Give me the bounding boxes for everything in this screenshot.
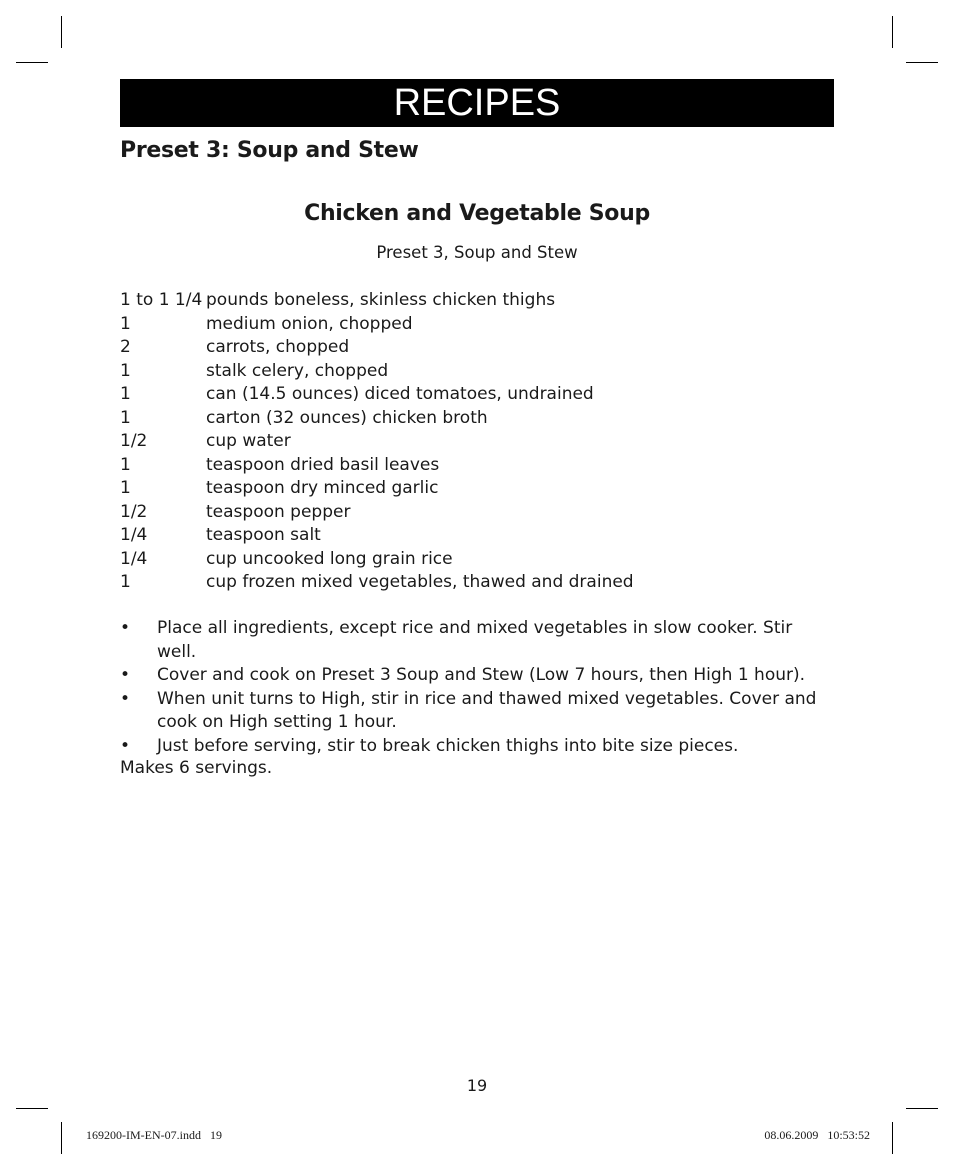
- ingredient-row: [120, 501, 834, 525]
- ingredient-description: teaspoon dry minced garlic: [206, 478, 439, 498]
- date-slug: 08.06.2009 10:53:52: [764, 1128, 870, 1142]
- ingredient-quantity: 1/4: [120, 525, 148, 545]
- ingredient-quantity: 1/2: [120, 501, 148, 522]
- ingredient-row: [120, 571, 834, 595]
- servings-note: Makes 6 servings.: [120, 758, 273, 778]
- crop-mark: [906, 1108, 938, 1109]
- ingredient-row: [120, 383, 834, 407]
- instruction-text: When unit turns to High, stir in rice and thawed mixed vegetables. Cover and cook on High setting 1 hour.: [157, 688, 817, 732]
- ingredient-list: [120, 289, 834, 595]
- ingredient-description: carrots, chopped: [206, 337, 350, 357]
- crop-mark: [61, 1122, 62, 1154]
- ingredient-description: medium onion, chopped: [206, 313, 413, 334]
- ingredient-description: cup uncooked long grain rice: [206, 548, 453, 569]
- ingredient-quantity: 1: [120, 407, 131, 428]
- ingredient-quantity: 1/4: [120, 548, 148, 569]
- file-slug: 169200-IM-EN-07.indd 19: [86, 1128, 222, 1142]
- bullet-icon: •: [120, 618, 131, 638]
- recipes-banner: [120, 79, 834, 127]
- ingredient-quantity: 1: [120, 478, 131, 498]
- ingredient-description: cup water: [206, 431, 291, 451]
- instruction-text: Cover and cook on Preset 3 Soup and Stew (Low 7 hours, then High 1 hour).: [157, 665, 806, 685]
- crop-mark: [61, 16, 62, 48]
- crop-mark: [906, 62, 938, 63]
- ingredient-description: teaspoon salt: [206, 525, 321, 545]
- ingredient-description: teaspoon dried basil leaves: [206, 454, 440, 475]
- ingredient-row: [120, 430, 834, 454]
- instruction-list: [120, 617, 834, 758]
- ingredient-row: [120, 524, 834, 548]
- bullet-icon: •: [120, 665, 131, 685]
- crop-mark: [892, 1122, 893, 1154]
- instruction-step: [120, 664, 834, 688]
- ingredient-quantity: 1: [120, 454, 131, 475]
- ingredient-row: [120, 336, 834, 360]
- ingredient-row: [120, 477, 834, 501]
- ingredient-row: [120, 454, 834, 478]
- recipe-subtitle: Preset 3, Soup and Stew: [376, 243, 578, 262]
- ingredient-quantity: 1: [120, 384, 131, 404]
- ingredient-description: pounds boneless, skinless chicken thighs: [206, 290, 556, 310]
- bullet-icon: •: [120, 688, 131, 709]
- ingredient-row: [120, 407, 834, 431]
- ingredient-row: [120, 548, 834, 572]
- bullet-icon: •: [120, 735, 131, 756]
- ingredient-description: carton (32 ounces) chicken broth: [206, 407, 488, 428]
- ingredient-quantity: 1: [120, 313, 131, 334]
- recipe-title: Chicken and Vegetable Soup: [304, 201, 650, 226]
- page-number: 19: [466, 1076, 488, 1095]
- section-title: Preset 3: Soup and Stew: [120, 138, 419, 163]
- ingredient-row: [120, 289, 834, 313]
- ingredient-quantity: 1 to 1 1/4: [120, 290, 203, 310]
- instruction-step: [120, 735, 834, 759]
- instruction-text: Place all ingredients, except rice and mixed vegetables in slow cooker. Stir well.: [157, 618, 793, 662]
- ingredient-quantity: 1: [120, 572, 131, 592]
- ingredient-description: teaspoon pepper: [206, 501, 351, 522]
- crop-mark: [16, 62, 48, 63]
- ingredient-row: [120, 360, 834, 384]
- ingredient-description: can (14.5 ounces) diced tomatoes, undrained: [206, 384, 594, 404]
- instruction-text: Just before serving, stir to break chicken thighs into bite size pieces.: [157, 735, 739, 756]
- instruction-step: [120, 688, 834, 735]
- ingredient-quantity: 1: [120, 360, 131, 381]
- ingredient-quantity: 2: [120, 337, 131, 357]
- crop-mark: [892, 16, 893, 48]
- banner-title: RECIPES: [393, 82, 561, 124]
- instruction-step: [120, 617, 834, 664]
- crop-mark: [16, 1108, 48, 1109]
- ingredient-description: stalk celery, chopped: [206, 360, 389, 381]
- ingredient-description: cup frozen mixed vegetables, thawed and drained: [206, 572, 634, 592]
- ingredient-row: [120, 313, 834, 337]
- ingredient-quantity: 1/2: [120, 431, 148, 451]
